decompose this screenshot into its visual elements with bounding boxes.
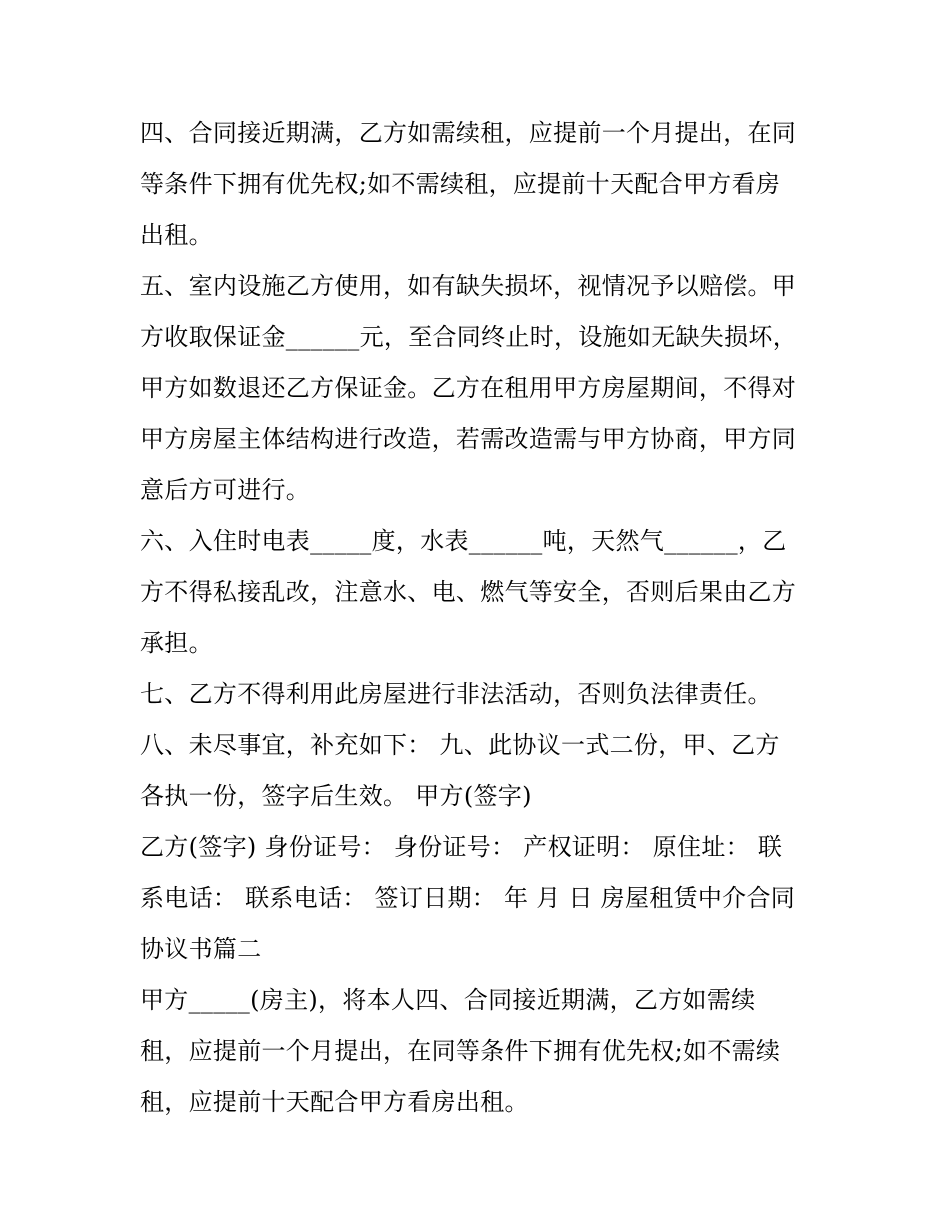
text-line: 乙方(签字) 身份证号： 身份证号： 产权证明： 原住址： 联 [140,833,783,861]
text-line: 六、入住时电表_____度，水表______吨，天然气______，乙 [140,527,787,555]
text-line: 五、室内设施乙方使用，如有缺失损坏，视情况予以赔偿。甲 [140,272,797,300]
text-line: 四、合同接近期满，乙方如需续租，应提前一个月提出，在同 [140,119,797,147]
text-line: 八、未尽事宜，补充如下： 九、此协议一式二份，甲、乙方 [140,731,780,759]
contract-text [140,108,820,1128]
text-line: 甲方如数退还乙方保证金。乙方在租用甲方房屋期间，不得对 [140,374,797,402]
text-line: 方收取保证金______元，至合同终止时，设施如无缺失损坏， [140,323,797,351]
section-title: 协议书篇二 [140,935,262,963]
text-line: 租，应提前一个月提出，在同等条件下拥有优先权;如不需续 [140,1037,781,1065]
text-line: 七、乙方不得利用此房屋进行非法活动，否则负法律责任。 [140,680,772,708]
text-line: 出租。 [140,221,213,249]
text-line: 系电话： 联系电话： 签订日期： 年 月 日 房屋租赁中介合同 [140,884,796,912]
text-line: 承担。 [140,629,213,657]
text-line: 甲方房屋主体结构进行改造，若需改造需与甲方协商，甲方同 [140,425,797,453]
text-line: 各执一份，签字后生效。 甲方(签字) [140,782,532,810]
text-line: 等条件下拥有优先权;如不需续租，应提前十天配合甲方看房 [140,170,781,198]
text-line: 租，应提前十天配合甲方看房出租。 [140,1088,529,1116]
text-line: 方不得私接乱改，注意水、电、燃气等安全，否则后果由乙方 [140,578,797,606]
text-line: 意后方可进行。 [140,476,311,504]
text-line: 甲方_____(房主)，将本人四、合同接近期满，乙方如需续 [140,986,756,1014]
